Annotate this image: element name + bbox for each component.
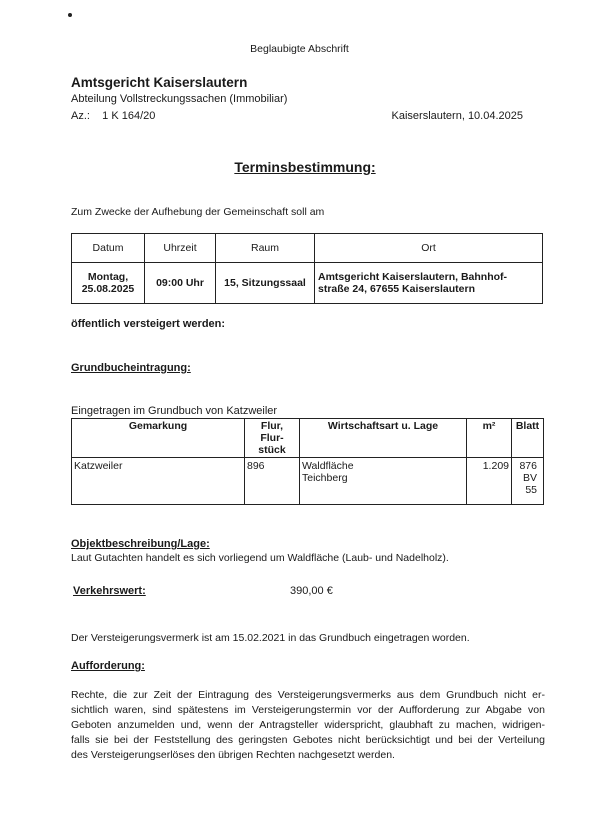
page-title: Terminsbestimmung: [234,159,376,175]
blatt-line-1: 876 [519,460,537,472]
cell-flurstueck: 896 [245,458,300,505]
scan-dot [68,13,72,17]
request-line-2: sichtlich waren, sind spätestens im Versteigerungstermin vor der Aufforderung zur Abgabe von [71,704,545,716]
art-line-2: Teichberg [302,472,348,484]
land-register-line: Eingetragen im Grundbuch von Katzweiler [71,405,278,417]
cell-gemarkung: Katzweiler [72,458,245,505]
header-flur-line-2: stück [258,444,286,456]
copy-note: Beglaubigte Abschrift [250,43,349,55]
land-register-header-row [72,419,544,458]
cell-m2: 1.209 [467,458,512,505]
market-value: 390,00 € [290,585,333,597]
date-value: 25.08.2025 [81,283,135,295]
appointment-room: 15, Sitzungssaal [216,263,315,304]
header-flurstueck [245,419,300,458]
request-line-3: Geboten anzumelden und, wenn der Antragsteller widerspricht, glaubhaft zu machen, widrigen- [71,719,545,731]
case-number: Az.: 1 K 164/20 [71,110,156,122]
header-blatt: Blatt [512,419,544,458]
header-uhrzeit: Uhrzeit [145,234,216,263]
header-flur-line-1: Flur, Flur- [260,420,284,444]
appointment-place [315,263,543,304]
place-line-1: Amtsgericht Kaiserslautern, Bahnhof- [318,271,508,283]
cell-wirtschaftsart [300,458,467,505]
request-text [71,688,545,763]
object-text: Laut Gutachten handelt es sich vorliegend um Waldfläche (Laub- und Nadelholz). [71,552,449,564]
art-line-1: Waldfläche [302,460,354,472]
header-wirtschaftsart: Wirtschaftsart u. Lage [300,419,467,458]
request-heading: Aufforderung: [71,660,145,672]
header-raum: Raum [216,234,315,263]
header-gemarkung: Gemarkung [72,419,245,458]
market-value-label: Verkehrswert: [73,585,146,597]
intro-text: Zum Zwecke der Aufhebung der Gemeinschaft soll am [71,206,325,218]
place-date: Kaiserslautern, 10.04.2025 [391,110,523,122]
request-line-1: Rechte, die zur Zeit der Eintragung des Versteigerungsvermerks aus dem Grundbuch nicht er- [71,689,545,701]
date-weekday: Montag, [87,271,129,283]
place-line-2: straße 24, 67655 Kaiserslautern [318,283,476,295]
object-heading: Objektbeschreibung/Lage: [71,538,210,550]
appointment-date [72,263,145,304]
auction-statement: öffentlich versteigert werden: [71,318,226,330]
request-line-4: falls sie bei der Feststellung des geringsten Gebotes nicht berücksichtigt und bei der Verteilung [71,734,545,746]
land-register-row [72,458,544,505]
appointment-table [71,233,543,304]
land-register-table [71,418,544,505]
court-name: Amtsgericht Kaiserslautern [71,75,248,90]
land-register-heading: Grundbucheintragung: [71,362,191,374]
department: Abteilung Vollstreckungssachen (Immobiliar) [71,93,288,105]
header-m2: m² [467,419,512,458]
blatt-line-2: BV [522,472,537,484]
appointment-row [72,263,543,304]
header-ort: Ort [315,234,543,263]
appointment-header-row [72,234,543,263]
request-line-5: des Versteigerungserlöses den übrigen Rechten nachgesetzt werden. [71,749,395,761]
blatt-line-3: 55 [525,484,537,496]
cell-blatt [512,458,544,505]
auction-note: Der Versteigerungsvermerk ist am 15.02.2021 in das Grundbuch eingetragen worden. [71,632,470,644]
header-datum: Datum [72,234,145,263]
appointment-time: 09:00 Uhr [145,263,216,304]
